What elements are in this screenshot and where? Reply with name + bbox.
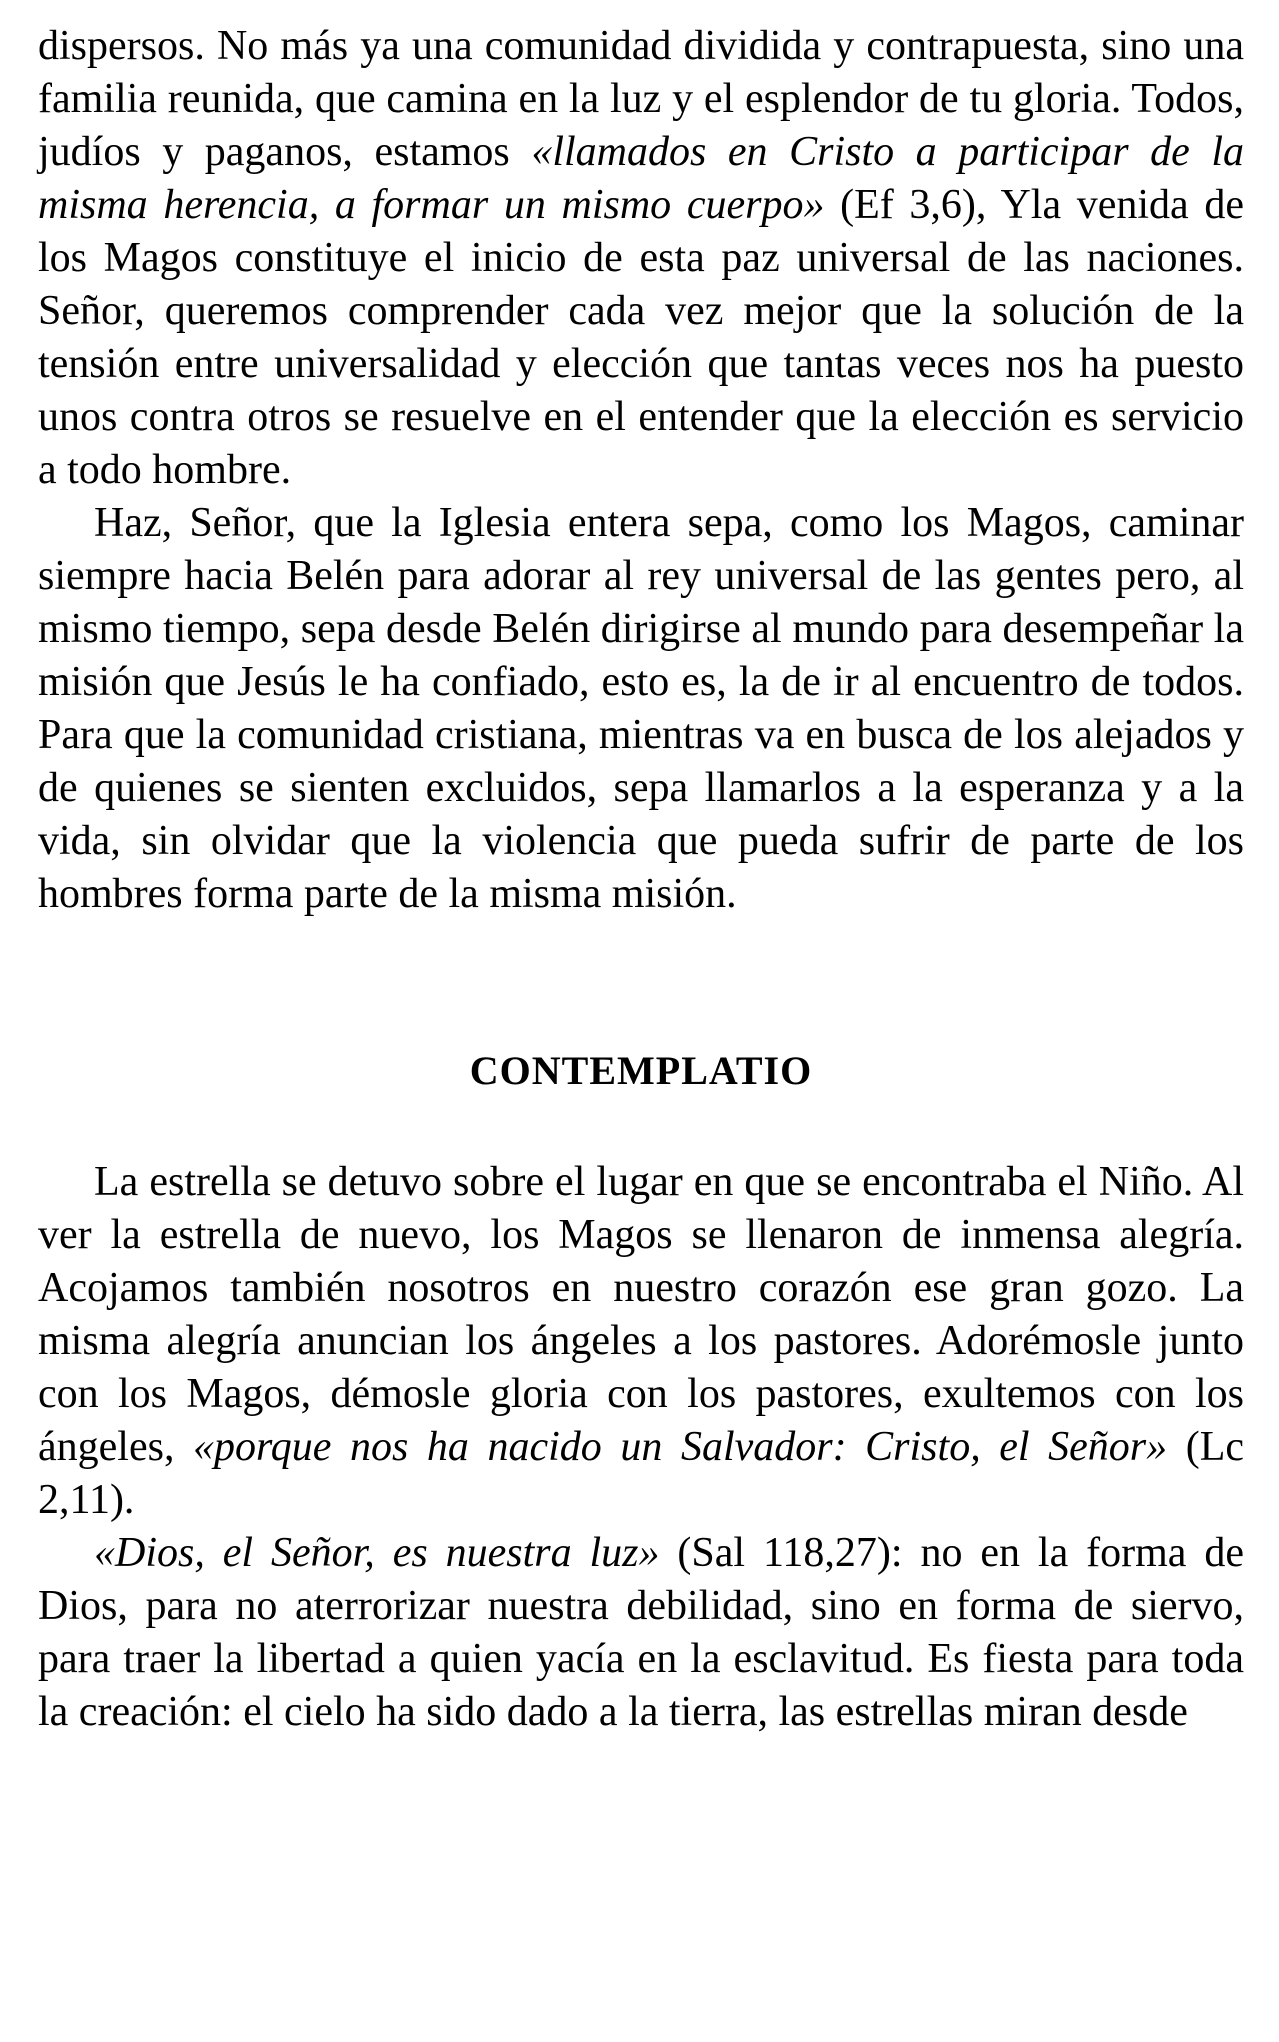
text-run: Haz, Señor, que la Iglesia entera sepa, como los Magos, caminar siempre hacia Belén para adorar al rey universal de las gentes pero, al mismo tiempo, sepa desde Belén dirigirse al mundo para desempeñar la misión que Jesús le ha confiado, esto es, la de ir al encuentro de todos. Para que la comunidad cristiana, mientras va en busca de los alejados y de quienes se sienten excluidos, sepa llamarlos a la esperanza y a la vida, sin olvidar que la violencia que pueda sufrir de parte de los hombres forma parte de la misma misión.	[38, 500, 1244, 917]
text-run: dispersos. No más ya una comunidad dividida y contrapuesta, sino una familia reunida, que camina en la luz y el esplendor de tu gloria. Todos, judíos y paganos, estamos	[38, 23, 1244, 175]
body-paragraph	[38, 20, 1244, 497]
body-paragraph	[38, 497, 1244, 921]
section-spacer	[38, 921, 1244, 1047]
text-run: (Sal 118,27): no en la forma de Dios, para no aterrorizar nuestra debilidad, sino en forma de siervo, para traer la libertad a quien yacía en la esclavitud. Es fiesta para toda la creación: el cielo ha sido dado a la tierra, las estrellas miran desde	[38, 1530, 1244, 1735]
text-run: (Ef 3,6), Yla venida de los Magos constituye el inicio de esta paz universal de las naciones. Señor, queremos comprender cada vez mejor que la solución de la tensión entre universalidad y elección que tantas veces nos ha puesto unos contra otros se resuelve en el entender que la elección es servicio a todo hombre.	[38, 182, 1244, 493]
text-run: La estrella se detuvo sobre el lugar en que se encontraba el Niño. Al ver la estrella de nuevo, los Magos se llenaron de inmensa alegría. Acojamos también nosotros en nuestro corazón ese gran gozo. La misma alegría anuncian los ángeles a los pastores. Adorémosle junto con los Magos, démosle gloria con los pastores, exultemos con los ángeles,	[38, 1159, 1244, 1470]
scripture-quote: «porque nos ha nacido un Salvador: Cristo, el Señor»	[193, 1424, 1168, 1470]
section-heading: CONTEMPLATIO	[469, 1048, 813, 1093]
book-page	[38, 20, 1244, 1739]
scripture-quote: «llamados en Cristo a participar de la misma herencia, a formar un mismo cuerpo»	[38, 129, 1244, 228]
body-paragraph	[38, 1156, 1244, 1527]
text-run: (Lc 2,11).	[38, 1424, 1244, 1523]
section-spacer	[38, 1094, 1244, 1156]
body-paragraph	[38, 1527, 1244, 1739]
scripture-quote: «Dios, el Señor, es nuestra luz»	[94, 1530, 660, 1576]
